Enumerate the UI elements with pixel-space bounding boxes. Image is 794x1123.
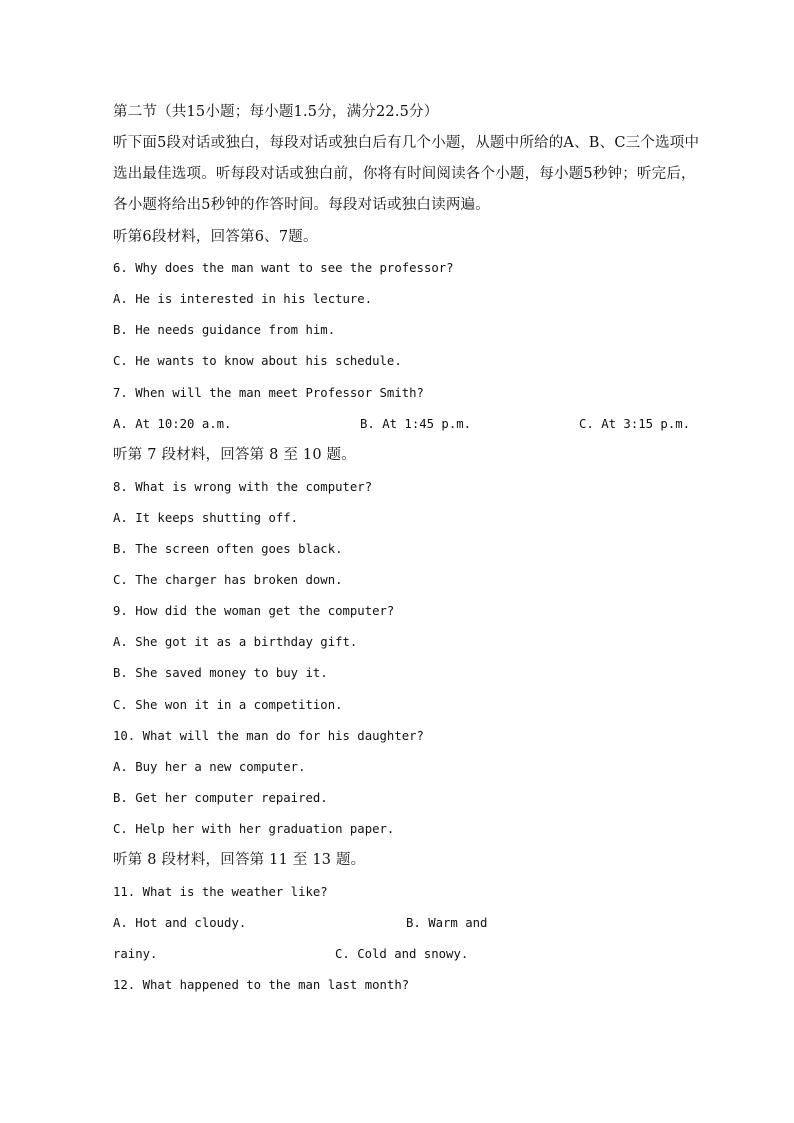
question-10: 10. What will the man do for his daughter?	[113, 729, 424, 743]
question-11: 11. What is the weather like?	[113, 885, 328, 899]
option-7a: A. At 10:20 a.m.	[113, 417, 232, 431]
instructions-line-3: 各小题将给出5秒钟的作答时间。每段对话或独白读两遍。	[113, 197, 490, 213]
question-8: 8. What is wrong with the computer?	[113, 480, 373, 494]
option-9c: C. She won it in a competition.	[113, 698, 343, 712]
passage-heading-8: 听第 8 段材料，回答第 11 至 13 题。	[113, 852, 366, 868]
instructions-line-1: 听下面5段对话或独白，每段对话或独白后有几个小题，从题中所给的A、B、C三个选项中	[113, 135, 700, 151]
option-8a: A. It keeps shutting off.	[113, 511, 299, 525]
question-7: 7. When will the man meet Professor Smith?	[113, 386, 424, 400]
option-8c: C. The charger has broken down.	[113, 573, 343, 587]
question-6: 6. Why does the man want to see the professor?	[113, 261, 454, 275]
option-10a: A. Buy her a new computer.	[113, 760, 306, 774]
question-12: 12. What happened to the man last month?	[113, 978, 410, 992]
option-11c: C. Cold and snowy.	[335, 947, 469, 961]
option-9b: B. She saved money to buy it.	[113, 666, 328, 680]
option-6c: C. He wants to know about his schedule.	[113, 354, 402, 368]
option-8b: B. The screen often goes black.	[113, 542, 343, 556]
option-10b: B. Get her computer repaired.	[113, 791, 328, 805]
question-9: 9. How did the woman get the computer?	[113, 604, 395, 618]
option-7c: C. At 3:15 p.m.	[579, 417, 691, 431]
option-6a: A. He is interested in his lecture.	[113, 292, 373, 306]
option-6b: B. He needs guidance from him.	[113, 323, 336, 337]
option-10c: C. Help her with her graduation paper.	[113, 822, 395, 836]
instructions-line-2: 选出最佳选项。听每段对话或独白前，你将有时间阅读各个小题，每小题5秒钟；听完后，	[113, 166, 696, 182]
option-11b-part2: rainy.	[113, 947, 158, 961]
passage-heading-6: 听第6段材料，回答第6、7题。	[113, 229, 318, 245]
option-7b: B. At 1:45 p.m.	[360, 417, 472, 431]
option-11a: A. Hot and cloudy.	[113, 916, 247, 930]
option-9a: A. She got it as a birthday gift.	[113, 635, 358, 649]
section-title: 第二节（共15小题；每小题1.5分，满分22.5分）	[113, 104, 439, 120]
passage-heading-7: 听第 7 段材料，回答第 8 至 10 题。	[113, 447, 356, 463]
option-11b-part1: B. Warm and	[406, 916, 488, 930]
